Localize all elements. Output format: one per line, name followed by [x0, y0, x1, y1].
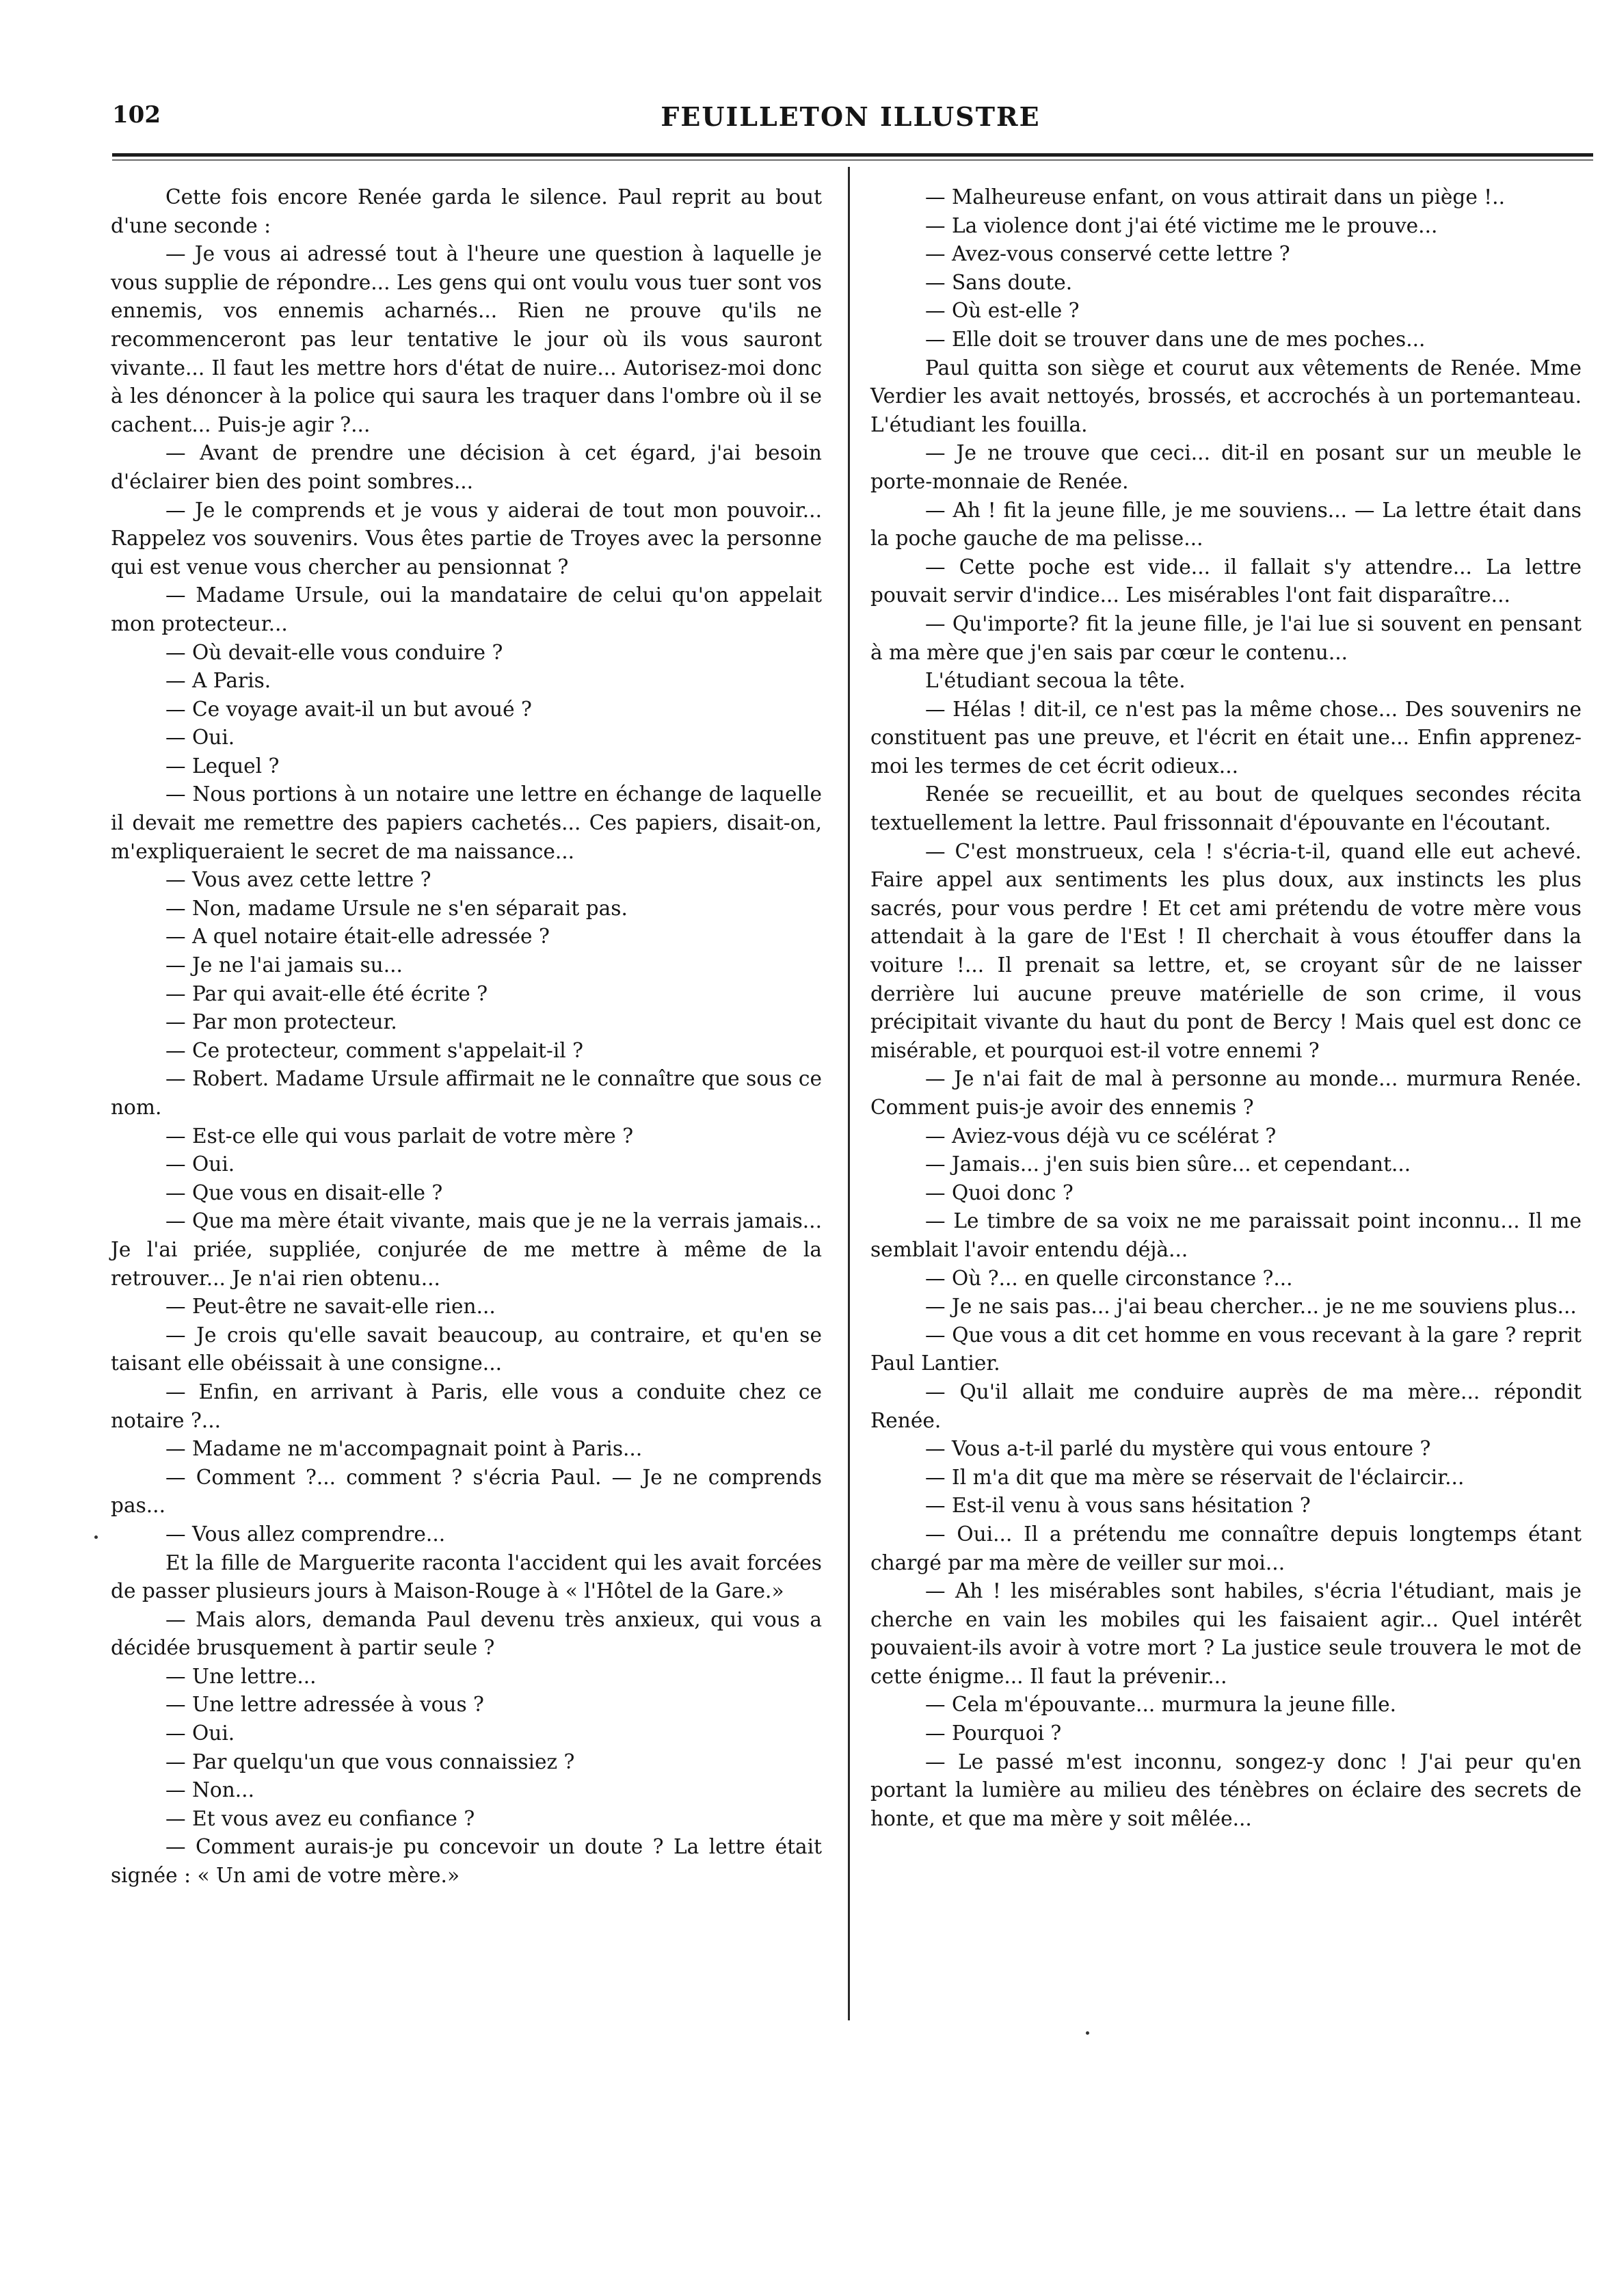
paragraph: — Je vous ai adressé tout à l'heure une question à laquelle je vous supplie de répondre... Les gens qui ont voulu vous tuer sont vos ennemis, vos ennemis acharnés... Rien ne prouve qu'ils ne recommenceront pas leur tentative le jour où ils vous sauront vivante... Il faut les mettre hors d'état de nuire... Autorisez-moi donc à les dénoncer à la police qui saura les traquer dans l'ombre où il se cachent... Puis-je agir ?... — [111, 242, 822, 436]
paragraph: — Oui. — [165, 1152, 235, 1176]
paragraph: — Comment ?... comment ? s'écria Paul. — Je ne comprends pas... — [111, 1465, 822, 1518]
paragraph: — Elle doit se trouver dans une de mes poches... — [925, 327, 1426, 351]
paragraph: — Vous avez cette lettre ? — [165, 868, 431, 892]
paragraph: — Il m'a dit que ma mère se réservait de l'éclaircir... — [925, 1465, 1465, 1489]
paragraph: — Cette poche est vide... il fallait s'y attendre... La lettre pouvait servir d'indice... Les misérables l'ont fait disparaître... — [870, 555, 1582, 607]
paragraph: — Ce voyage avait-il un but avoué ? — [165, 697, 532, 721]
paragraph: — Où devait-elle vous conduire ? — [165, 640, 503, 664]
paragraph: — Est-il venu à vous sans hésitation ? — [925, 1494, 1311, 1518]
left-column — [111, 183, 822, 1890]
paragraph: — Jamais... j'en suis bien sûre... et cependant... — [925, 1152, 1411, 1176]
paragraph: — Avant de prendre une décision à cet égard, j'ai besoin d'éclairer bien des point sombres... — [111, 441, 822, 493]
paragraph: — Une lettre... — [165, 1664, 317, 1688]
paragraph: — Je ne sais pas... j'ai beau chercher... je ne me souviens plus... — [925, 1295, 1577, 1319]
paragraph: — Que ma mère était vivante, mais que je ne la verrais jamais... Je l'ai priée, suppliée, conjurée de me mettre à même de la retrouver... Je n'ai rien obtenu... — [111, 1209, 822, 1290]
paragraph: — Ah ! les misérables sont habiles, s'écria l'étudiant, mais je cherche en vain les mobiles qui les faisaient agir... Quel intérêt pouvaient-ils avoir à votre mort ? La justice seule trouvera le mot de cette énigme... Il faut la prévenir... — [870, 1579, 1582, 1688]
paragraph: — Le passé m'est inconnu, songez-y donc ! J'ai peur qu'en portant la lumière au milieu des ténèbres on éclaire des secrets de honte, et que ma mère y soit mêlée... — [870, 1750, 1582, 1830]
paragraph: — Par quelqu'un que vous connaissiez ? — [165, 1750, 575, 1773]
paragraph: — Je ne l'ai jamais su... — [165, 953, 403, 977]
paragraph: — Cela m'épouvante... murmura la jeune fille. — [925, 1693, 1397, 1717]
paragraph: — Où ?... en quelle circonstance ?... — [925, 1266, 1293, 1290]
paragraph: — Une lettre adressée à vous ? — [165, 1693, 484, 1717]
paragraph: — Peut-être ne savait-elle rien... — [165, 1295, 496, 1319]
print-speck — [94, 1535, 98, 1539]
right-column — [870, 183, 1582, 1833]
paragraph: — Vous a-t-il parlé du mystère qui vous entoure ? — [925, 1437, 1431, 1461]
paragraph: — Oui... Il a prétendu me connaître depuis longtemps étant chargé par ma mère de veiller sur moi... — [870, 1522, 1582, 1574]
paragraph: — Enfin, en arrivant à Paris, elle vous a conduite chez ce notaire ?... — [111, 1380, 822, 1432]
paragraph: — Hélas ! dit-il, ce n'est pas la même chose... Des souvenirs ne constituent pas une preuve, et l'écrit en était une... Enfin apprenez-moi les termes de cet écrit odieux... — [870, 697, 1582, 778]
paragraph: — La violence dont j'ai été victime me le prouve... — [925, 213, 1438, 237]
paragraph: — Que vous a dit cet homme en vous recevant à la gare ? reprit Paul Lantier. — [870, 1323, 1582, 1375]
paragraph: — Oui. — [165, 1721, 235, 1745]
paragraph: — Je crois qu'elle savait beaucoup, au contraire, et qu'en se taisant elle obéissait à une consigne... — [111, 1323, 822, 1375]
paragraph: Renée se recueillit, et au bout de quelques secondes récita textuellement la lettre. Paul frissonnait d'épouvante en l'écoutant. — [870, 782, 1582, 835]
paragraph: — Ah ! fit la jeune fille, je me souviens... — La lettre était dans la poche gauche de ma pelisse... — [870, 498, 1582, 551]
paragraph: — Non... — [165, 1778, 254, 1802]
paragraph: — Et vous avez eu confiance ? — [165, 1806, 475, 1830]
paragraph: — Est-ce elle qui vous parlait de votre mère ? — [165, 1124, 634, 1148]
paragraph: — Par qui avait-elle été écrite ? — [165, 981, 488, 1005]
paragraph: — Qu'il allait me conduire auprès de ma mère... répondit Renée. — [870, 1380, 1582, 1432]
paragraph: — Je n'ai fait de mal à personne au monde... murmura Renée. Comment puis-je avoir des ennemis ? — [870, 1067, 1582, 1119]
paragraph: — Aviez-vous déjà vu ce scélérat ? — [925, 1124, 1277, 1148]
paragraph: — Qu'importe? fit la jeune fille, je l'ai lue si souvent en pensant à ma mère que j'en sais par cœur le contenu... — [870, 611, 1582, 664]
paragraph: — Nous portions à un notaire une lettre en échange de laquelle il devait me remettre des papiers cachetés... Ces papiers, disait-on, m'expliqueraient le secret de ma naissance... — [111, 782, 822, 863]
paragraph: — Quoi donc ? — [925, 1180, 1074, 1204]
header-rule-thin — [112, 159, 1593, 161]
paragraph: — Comment aurais-je pu concevoir un doute ? La lettre était signée : « Un ami de votre mère.» — [111, 1835, 822, 1888]
paragraph: — Non, madame Ursule ne s'en séparait pas. — [165, 896, 628, 920]
paragraph: Cette fois encore Renée garda le silence. Paul reprit au bout d'une seconde : — [111, 185, 822, 237]
paragraph: — Je le comprends et je vous y aiderai de tout mon pouvoir... Rappelez vos souvenirs. Vous êtes partie de Troyes avec la personne qui est venue vous chercher au pensionnat ? — [111, 498, 822, 579]
page-number: 102 — [112, 101, 161, 129]
paragraph: — Madame Ursule, oui la mandataire de celui qu'on appelait mon protecteur... — [111, 583, 822, 635]
paragraph: — Ce protecteur, comment s'appelait-il ? — [165, 1038, 584, 1062]
print-speck — [1086, 2031, 1089, 2035]
header-rule-thick — [112, 153, 1593, 157]
paragraph: — Où est-elle ? — [925, 299, 1080, 323]
paragraph: — Le timbre de sa voix ne me paraissait point inconnu... Il me semblait l'avoir entendu déjà... — [870, 1209, 1582, 1261]
paragraph: — Pourquoi ? — [925, 1721, 1062, 1745]
paragraph: L'étudiant secoua la tête. — [925, 669, 1186, 693]
column-divider — [848, 167, 850, 2020]
paragraph: — Oui. — [165, 726, 235, 750]
paragraph: — A quel notaire était-elle adressée ? — [165, 925, 550, 949]
paragraph: — Malheureuse enfant, on vous attirait dans un piège !.. — [925, 185, 1505, 209]
page-header — [112, 101, 1589, 140]
paragraph: — A Paris. — [165, 669, 271, 693]
paragraph: — Par mon protecteur. — [165, 1010, 397, 1034]
paragraph: — Mais alors, demanda Paul devenu très anxieux, qui vous a décidée brusquement à partir seule ? — [111, 1607, 822, 1660]
paragraph: — Robert. Madame Ursule affirmait ne le connaître que sous ce nom. — [111, 1067, 822, 1119]
paragraph: Et la fille de Marguerite raconta l'accident qui les avait forcées de passer plusieurs jours à Maison-Rouge à « l'Hôtel de la Gare.» — [111, 1551, 822, 1603]
paragraph: — C'est monstrueux, cela ! s'écria-t-il, quand elle eut achevé. Faire appel aux sentiments les plus doux, aux instincts les plus sacrés, pour vous perdre ! Et cet ami prétendu de votre mère vous attendait à la gare de l'Est ! Il cherchait à vous étouffer dans la voiture !... Il prenait sa lettre, et, se croyant sûr de ne laisser derrière lui aucune preuve matérielle de son crime, il vous précipitait vivante du haut du pont de Bercy ! Mais quel est donc ce misérable, et pourquoi est-il votre ennemi ? — [870, 839, 1582, 1062]
paragraph: — Que vous en disait-elle ? — [165, 1180, 443, 1204]
paragraph: — Je ne trouve que ceci... dit-il en posant sur un meuble le porte-monnaie de Renée. — [870, 441, 1582, 493]
paragraph: — Lequel ? — [165, 754, 280, 778]
paragraph: — Madame ne m'accompagnait point à Paris... — [165, 1437, 643, 1461]
paragraph: — Sans doute. — [925, 270, 1073, 294]
paragraph: — Vous allez comprendre... — [165, 1522, 446, 1546]
paragraph: Paul quitta son siège et courut aux vêtements de Renée. Mme Verdier les avait nettoyés, brossés, et accrochés à un portemanteau. L'étudiant les fouilla. — [870, 356, 1582, 436]
paragraph: — Avez-vous conservé cette lettre ? — [925, 242, 1290, 266]
running-title: FEUILLETON ILLUSTRE — [661, 101, 1041, 132]
